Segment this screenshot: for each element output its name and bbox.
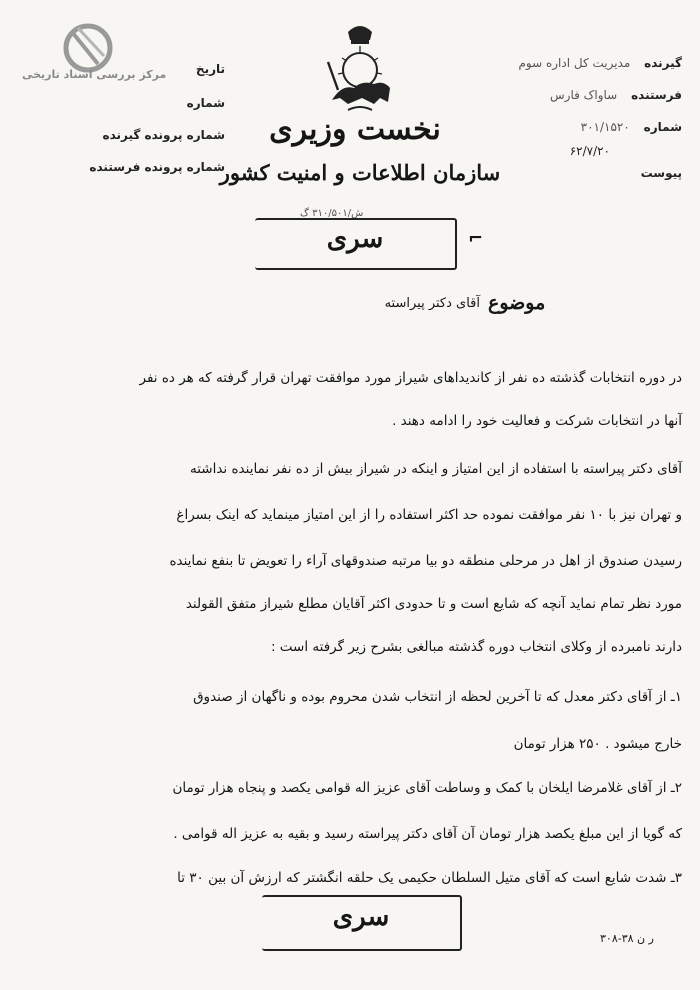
letter-date-value: ۶۲/۷/۲۰ (569, 144, 610, 158)
footer-code: ۳۰۸-۳۸ ر ن (600, 932, 654, 945)
sender-file-label: شماره پرونده فرستنده (89, 160, 225, 174)
number-field-left (187, 96, 225, 110)
ministry-title: نخست وزیری (269, 112, 441, 147)
body-line-9: خارج میشود . ۲۵۰ هزار تومان (513, 736, 682, 752)
number-label-left: شماره (186, 96, 225, 110)
archive-logo-icon (58, 22, 118, 74)
number-label-right: شماره (643, 120, 682, 134)
recipient-field (518, 56, 682, 70)
date-label: تاریخ (195, 62, 225, 76)
stamp-code: ش/۳۱۰/۵۰۱ گ (300, 208, 364, 219)
classification-stamp-top-text: سری (326, 224, 384, 254)
recipient-value: مدیریت کل اداره سوم (518, 56, 631, 70)
subject-label: موضوع (488, 292, 546, 314)
sender-field (550, 88, 682, 102)
classification-stamp-bottom-text: سری (332, 902, 390, 932)
number-field-right (581, 120, 682, 134)
recipient-label: گیرنده (644, 56, 682, 70)
body-line-8: ۱ـ از آقای دکتر معدل که تا آخرین لحظه از انتخاب شدن محروم بوده و ناگهان از صندوق (193, 689, 682, 705)
recipient-file-field (102, 128, 225, 142)
body-line-2: آنها در انتخابات شرکت و فعالیت خود را ادامه دهند . (392, 413, 682, 429)
number-value: ۳۰۱/۱۵۲۰ (580, 120, 630, 134)
body-line-7: دارند نامبرده از وکلای انتخاب دوره گذشته مبالغی بشرح زیر گرفته است : (270, 639, 682, 655)
stamp-corner-mark: ⌐ (468, 228, 484, 249)
sender-label: فرستنده (631, 88, 682, 102)
attachment-field (641, 166, 682, 180)
body-line-5: رسیدن صندوق از اهل در مرحلی منطقه دو بیا مرتبه صندوقهای آراء را تعویض تا بنفع نماینده (169, 553, 682, 569)
body-line-6: مورد نظر تمام نماید آنچه که شایع است و تا حدودی اکثر آقایان مطلع شیراز متفق القولند (185, 596, 682, 612)
recipient-file-label: شماره پرونده گیرنده (102, 128, 225, 142)
body-line-11: که گویا از این مبلغ یکصد هزار تومان آن آقای دکتر پیراسته رسید و بقیه به عزیز اله قوامی . (173, 826, 682, 842)
archive-watermark-text: مرکز بررسی اسناد تاریخی (22, 68, 167, 81)
attachment-label: پیوست (640, 166, 682, 180)
body-line-3: آقای دکتر پیراسته با استفاده از این امتیاز و اینکه در شیراز بیش از ده نفر نماینده نداشته (189, 461, 682, 477)
date-field (196, 62, 225, 76)
body-line-4: و تهران نیز با ۱۰ نفر موافقت نموده حد اکثر استفاده را از این امتیاز مینماید که اینک بسراغ (176, 507, 682, 523)
body-line-12: ۳ـ شدت شایع است که آقای متیل السلطان حکیمی یک حلقه انگشتر که ارزش آن بین ۳۰ تا (177, 870, 682, 886)
organization-title: سازمان اطلاعات و امنیت کشور (219, 160, 501, 185)
subject-value: آقای دکتر پیراسته (384, 296, 480, 311)
lion-and-sun-emblem-icon (318, 18, 402, 116)
body-line-1: در دوره انتخابات گذشته ده نفر از کاندیداهای شیراز مورد موافقت تهران قرار گرفته که هر ده نفر (139, 370, 682, 386)
body-line-10: ۲ـ از آقای غلامرضا ایلخان با کمک و وساطت آقای عزیز اله قوامی یکصد و پنجاه هزار تومان (172, 780, 682, 796)
sender-value: ساواک فارس (550, 88, 618, 102)
